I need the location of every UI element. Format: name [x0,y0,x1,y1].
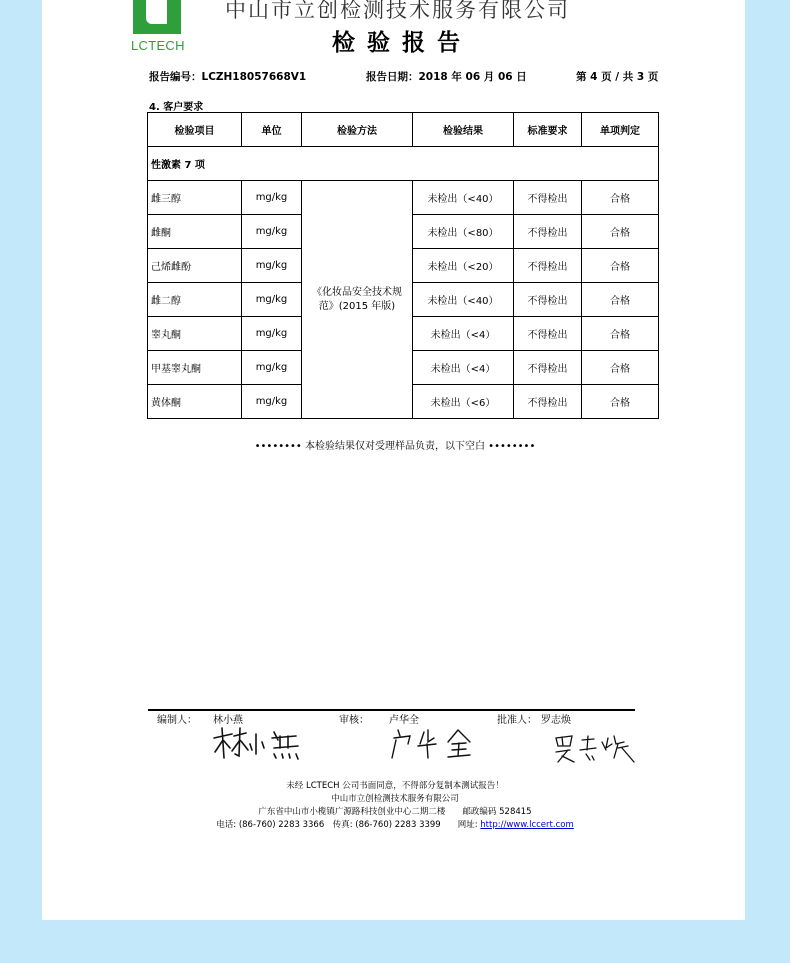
cell-standard: 不得检出 [514,385,582,419]
cell-verdict: 合格 [582,283,659,317]
reviewer-signature [388,726,480,762]
cell-item: 甲基睾丸酮 [148,351,242,385]
end-note: •••••••• 本检验结果仅对受理样品负责，以下空白 •••••••• [254,441,536,452]
report-number: 报告编号：LCZH18057668V1 [149,71,307,83]
cell-unit: mg/kg [242,351,302,385]
cell-unit: mg/kg [242,317,302,351]
compiler-signature [210,726,305,762]
cell-unit: mg/kg [242,181,302,215]
cell-item: 己烯雌酚 [148,249,242,283]
header-standard: 标准要求 [514,113,582,147]
cell-unit: mg/kg [242,215,302,249]
footer-website-link[interactable]: http://www.lccert.com [480,820,574,830]
cell-item: 雌三醇 [148,181,242,215]
header-item: 检验项目 [148,113,242,147]
group-label: 性激素 7 项 [148,147,659,181]
footer-phone-fax: 电话: (86-760) 2283 3366 传真: (86-760) 2283 3399 网址: [216,820,481,830]
cell-item: 雌二醇 [148,283,242,317]
approver-signature [552,732,638,766]
cell-verdict: 合格 [582,215,659,249]
section-title: 4. 客户要求 [149,102,204,113]
logo-text: LCTECH [131,38,185,53]
compiler-label: 编制人： [157,715,197,726]
cell-result: 未检出（<80） [413,215,514,249]
approver-label: 批准人： [497,715,537,726]
cell-result: 未检出（<40） [413,181,514,215]
approver-name: 罗志焕 [541,715,571,726]
cell-verdict: 合格 [582,351,659,385]
cell-item: 睾丸酮 [148,317,242,351]
cell-verdict: 合格 [582,181,659,215]
footer-address: 广东省中山市小榄镇广源路科技创业中心二期二楼 邮政编码 528415 [258,807,532,817]
compiler-name: 林小燕 [213,715,243,726]
cell-result: 未检出（<6） [413,385,514,419]
footer-copyright: 未经 LCTECH 公司书面同意，不得部分复制本测试报告！ [286,781,504,791]
page-info: 第 4 页 / 共 3 页 [576,71,659,83]
report-title: 检验报告 [332,29,472,56]
header-method: 检验方法 [302,113,413,147]
lctech-logo-icon [133,0,181,34]
cell-unit: mg/kg [242,249,302,283]
cell-verdict: 合格 [582,249,659,283]
reviewer-label: 审核： [339,715,369,726]
cell-standard: 不得检出 [514,317,582,351]
header-verdict: 单项判定 [582,113,659,147]
header-unit: 单位 [242,113,302,147]
cell-unit: mg/kg [242,283,302,317]
company-name: 中山市立创检测技术服务有限公司 [225,0,570,22]
table-row [148,181,659,215]
cell-standard: 不得检出 [514,181,582,215]
results-table [147,112,659,419]
cell-item: 雌酮 [148,215,242,249]
cell-standard: 不得检出 [514,249,582,283]
cell-item: 黄体酮 [148,385,242,419]
cell-standard: 不得检出 [514,283,582,317]
report-date: 报告日期：2018 年 06 月 06 日 [366,71,527,83]
cell-verdict: 合格 [582,317,659,351]
cell-result: 未检出（<4） [413,351,514,385]
header-result: 检验结果 [413,113,514,147]
cell-result: 未检出（<40） [413,283,514,317]
cell-standard: 不得检出 [514,351,582,385]
table-header-row [148,113,659,147]
cell-result: 未检出（<4） [413,317,514,351]
reviewer-name: 卢华全 [389,715,419,726]
cell-method: 《化妆品安全技术规范》(2015 年版) [302,181,413,419]
cell-standard: 不得检出 [514,215,582,249]
cell-unit: mg/kg [242,385,302,419]
footer-contact [0,818,790,830]
group-row [148,147,659,181]
cell-result: 未检出（<20） [413,249,514,283]
cell-verdict: 合格 [582,385,659,419]
footer-company: 中山市立创检测技术服务有限公司 [331,794,459,804]
